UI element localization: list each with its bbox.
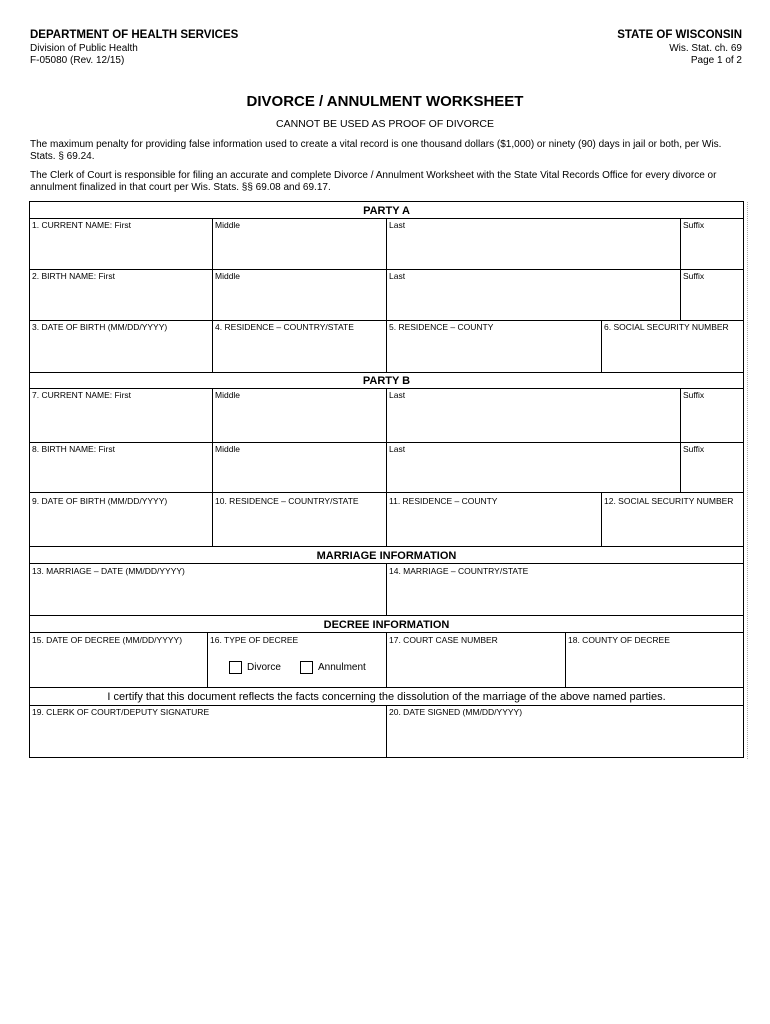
divorce-checkbox-label: Divorce	[247, 662, 281, 673]
clerk-paragraph: The Clerk of Court is responsible for filing an accurate and complete Divorce / Annulment Worksheet with the State Vital Records Office for every divorce or annulment finalized in that court per Wis. Stats. §§ 69.08 and 69.17.	[30, 170, 717, 193]
certification-statement: I certify that this document reflects the facts concerning the dissolution of the marriage of the above named parties.	[107, 691, 666, 703]
party-b-current-middle-field[interactable]	[212, 388, 386, 442]
party-a-current-first-label: 1. CURRENT NAME: First	[32, 220, 132, 230]
party-a-birth-last-field[interactable]	[386, 269, 680, 320]
party-b-birth-last-label: Last	[389, 444, 406, 454]
party-a-current-last-label: Last	[389, 220, 406, 230]
clerk-signature-label: 19. CLERK OF COURT/DEPUTY SIGNATURE	[32, 707, 210, 717]
party-b-residence-county-field[interactable]	[386, 492, 601, 546]
decree-type-label: 16. TYPE OF DECREE	[210, 635, 299, 645]
party-b-birth-last-field[interactable]	[386, 442, 680, 492]
marriage-date-label: 13. MARRIAGE – DATE (MM/DD/YYYY)	[32, 566, 185, 576]
division-name: Division of Public Health	[30, 43, 138, 54]
party-a-residence-county-field[interactable]	[386, 320, 601, 372]
decree-case-number-field[interactable]	[386, 632, 565, 687]
party-b-current-first-label: 7. CURRENT NAME: First	[32, 390, 132, 400]
penalty-paragraph: The maximum penalty for providing false information used to create a vital record is one thousand dollars ($1,000) or ninety (90) days in jail or both, per Wis. Stats. § 69.24.	[30, 139, 722, 162]
date-signed-field[interactable]	[386, 705, 744, 758]
party-b-residence-county-label: 11. RESIDENCE – COUNTY	[389, 496, 498, 506]
party-a-current-first-field[interactable]	[30, 218, 212, 269]
party-a-ssn-label: 6. SOCIAL SECURITY NUMBER	[604, 322, 729, 332]
party-b-current-suffix-label: Suffix	[683, 390, 705, 400]
state-name: STATE OF WISCONSIN	[617, 29, 742, 41]
party-b-heading: PARTY B	[362, 375, 411, 387]
annulment-checkbox-label: Annulment	[318, 662, 366, 673]
party-a-heading: PARTY A	[363, 205, 410, 217]
party-b-ssn-field[interactable]	[601, 492, 744, 546]
party-b-dob-label: 9. DATE OF BIRTH (MM/DD/YYYY)	[32, 496, 168, 506]
decree-case-number-label: 17. COURT CASE NUMBER	[389, 635, 498, 645]
party-a-ssn-field[interactable]	[601, 320, 744, 372]
party-a-current-last-field[interactable]	[386, 218, 680, 269]
party-b-birth-first-field[interactable]	[30, 442, 212, 492]
party-b-ssn-label: 12. SOCIAL SECURITY NUMBER	[604, 496, 734, 506]
divorce-checkbox[interactable]	[229, 661, 242, 674]
party-b-current-last-field[interactable]	[386, 388, 680, 442]
party-b-current-middle-label: Middle	[215, 390, 241, 400]
party-a-dob-label: 3. DATE OF BIRTH (MM/DD/YYYY)	[32, 322, 168, 332]
statute-reference: Wis. Stat. ch. 69	[669, 43, 742, 54]
party-a-birth-last-label: Last	[389, 271, 406, 281]
date-signed-label: 20. DATE SIGNED (MM/DD/YYYY)	[389, 707, 523, 717]
party-a-birth-first-field[interactable]	[30, 269, 212, 320]
form-number: F-05080 (Rev. 12/15)	[30, 55, 125, 66]
decree-county-label: 18. COUNTY OF DECREE	[568, 635, 670, 645]
department-name: DEPARTMENT OF HEALTH SERVICES	[30, 29, 239, 41]
marriage-country-label: 14. MARRIAGE – COUNTRY/STATE	[389, 566, 529, 576]
party-a-residence-country-field[interactable]	[212, 320, 386, 372]
page-subtitle: CANNOT BE USED AS PROOF OF DIVORCE	[275, 118, 494, 130]
party-b-birth-middle-label: Middle	[215, 444, 241, 454]
page-title: DIVORCE / ANNULMENT WORKSHEET	[246, 93, 524, 110]
party-a-residence-county-label: 5. RESIDENCE – COUNTY	[389, 322, 494, 332]
party-b-birth-suffix-field[interactable]	[680, 442, 744, 492]
party-b-dob-field[interactable]	[30, 492, 212, 546]
party-a-birth-first-label: 2. BIRTH NAME: First	[32, 271, 115, 281]
party-b-current-last-label: Last	[389, 390, 406, 400]
party-a-current-middle-label: Middle	[215, 220, 241, 230]
party-a-dob-field[interactable]	[30, 320, 212, 372]
decree-date-label: 15. DATE OF DECREE (MM/DD/YYYY)	[32, 635, 183, 645]
decree-county-field[interactable]	[565, 632, 744, 687]
marriage-country-field[interactable]	[386, 563, 744, 615]
party-b-birth-suffix-label: Suffix	[683, 444, 705, 454]
party-b-current-first-field[interactable]	[30, 388, 212, 442]
clerk-signature-field[interactable]	[30, 705, 386, 758]
marriage-heading: MARRIAGE INFORMATION	[316, 550, 457, 562]
party-b-residence-country-field[interactable]	[212, 492, 386, 546]
party-a-birth-suffix-field[interactable]	[680, 269, 744, 320]
party-a-residence-country-label: 4. RESIDENCE – COUNTRY/STATE	[215, 322, 354, 332]
annulment-checkbox[interactable]	[300, 661, 313, 674]
marriage-date-field[interactable]	[30, 563, 386, 615]
party-a-current-suffix-label: Suffix	[683, 220, 705, 230]
page-number: Page 1 of 2	[690, 55, 742, 66]
party-a-birth-middle-field[interactable]	[212, 269, 386, 320]
worksheet-form	[29, 201, 744, 758]
decree-heading: DECREE INFORMATION	[323, 619, 450, 631]
party-a-current-suffix-field[interactable]	[680, 218, 744, 269]
party-b-current-suffix-field[interactable]	[680, 388, 744, 442]
decree-date-field[interactable]	[30, 632, 207, 687]
party-b-residence-country-label: 10. RESIDENCE – COUNTRY/STATE	[215, 496, 359, 506]
party-a-current-middle-field[interactable]	[212, 218, 386, 269]
party-b-birth-middle-field[interactable]	[212, 442, 386, 492]
party-a-birth-middle-label: Middle	[215, 271, 241, 281]
party-a-birth-suffix-label: Suffix	[683, 271, 705, 281]
party-b-birth-first-label: 8. BIRTH NAME: First	[32, 444, 115, 454]
